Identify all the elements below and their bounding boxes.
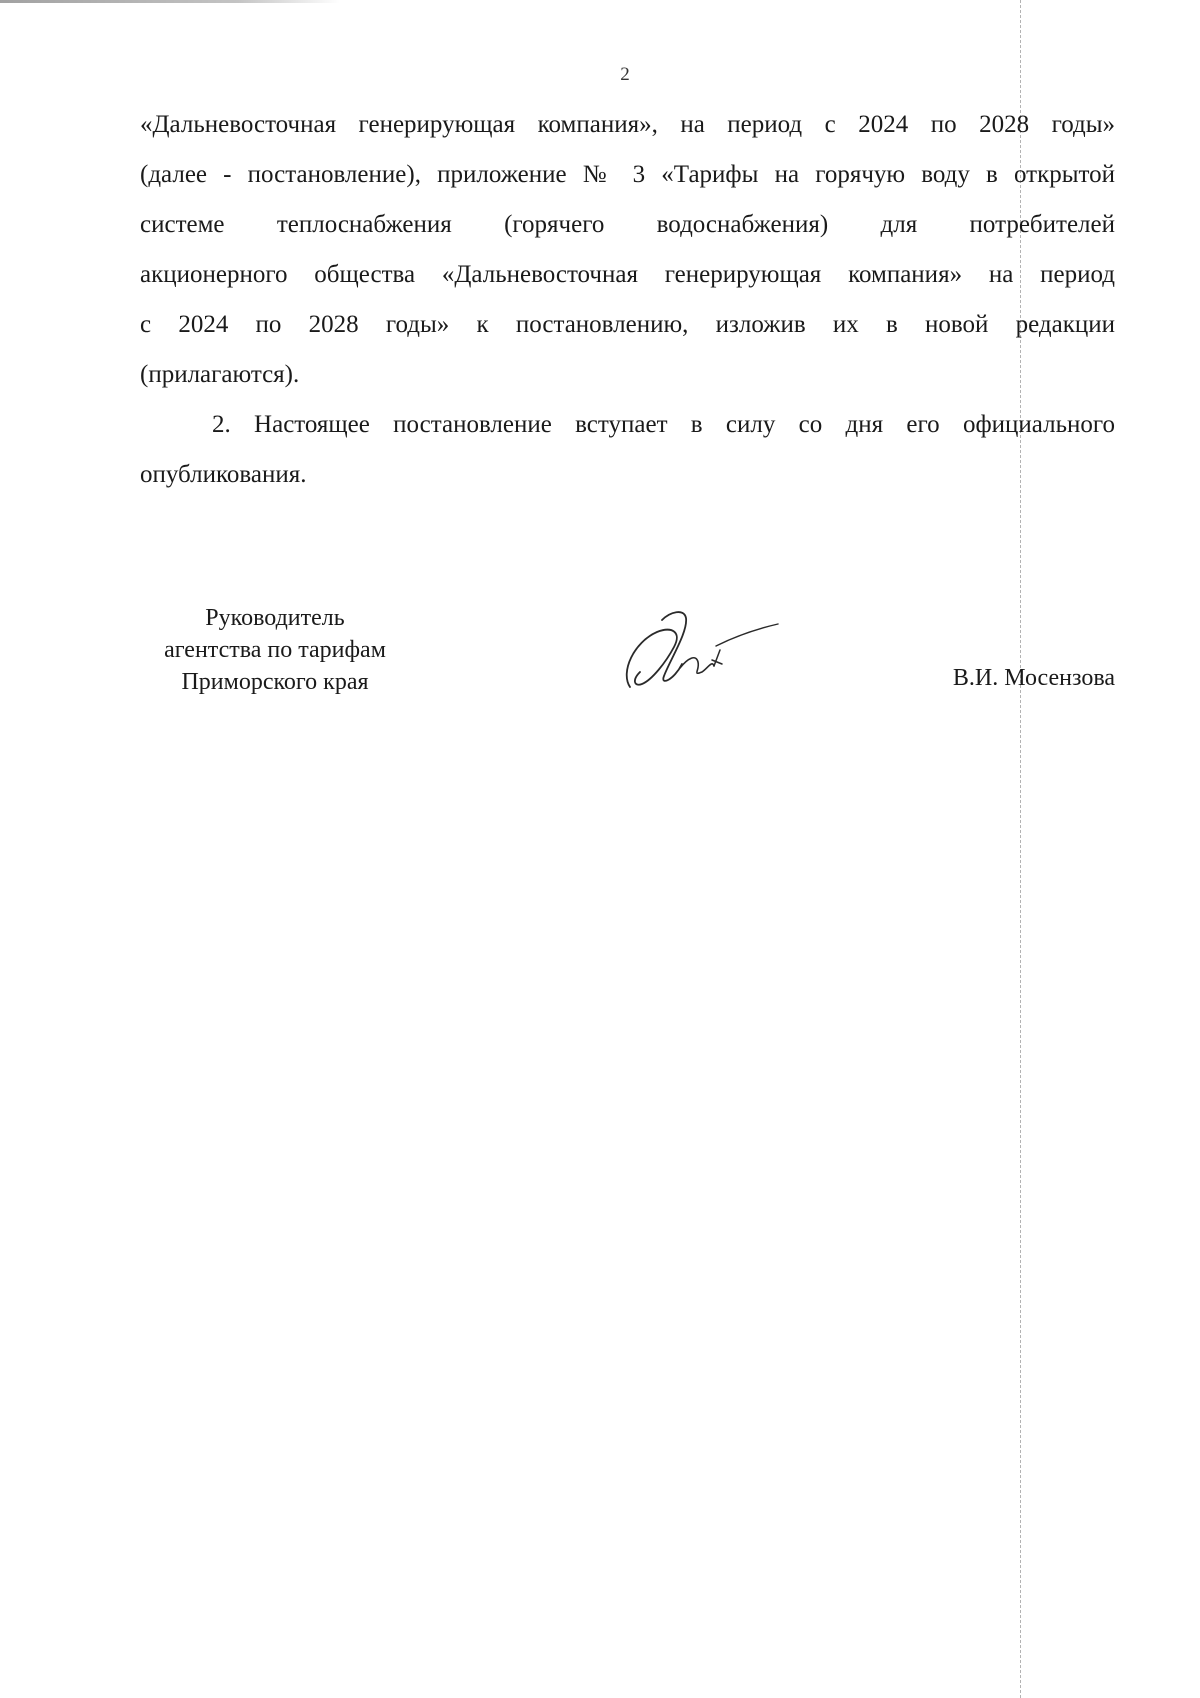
scan-edge-artifact (0, 0, 340, 3)
signer-position-line: Руководитель (205, 605, 345, 631)
signer-position (140, 602, 410, 698)
text-line: (прилагаются). (140, 361, 300, 388)
signer-position-line: агентства по тарифам (164, 637, 386, 663)
text-line: акционерного общества «Дальневосточная генерирующая компания» на период (140, 261, 1115, 288)
paragraph-2 (140, 400, 1115, 500)
signer-position-line: Приморского края (181, 669, 369, 695)
text-line: системе теплоснабжения (горячего водоснабжения) для потребителей (140, 211, 1115, 238)
signature-block (0, 602, 1200, 722)
text-line: 2. Настоящее постановление вступает в силу со дня его официального (212, 411, 1115, 438)
signer-name: В.И. Мосензова (952, 665, 1115, 691)
paragraph-1 (140, 100, 1115, 400)
handwritten-signature (612, 602, 782, 697)
text-line: «Дальневосточная генерирующая компания», на период с 2024 по 2028 годы» (140, 111, 1115, 138)
document-body (140, 100, 1115, 500)
page-number: 2 (620, 64, 630, 85)
text-line: опубликования. (140, 461, 307, 488)
text-line: с 2024 по 2028 годы» к постановлению, изложив их в новой редакции (140, 311, 1115, 338)
text-line: (далее - постановление), приложение № 3 «Тарифы на горячую воду в открытой (140, 161, 1115, 188)
